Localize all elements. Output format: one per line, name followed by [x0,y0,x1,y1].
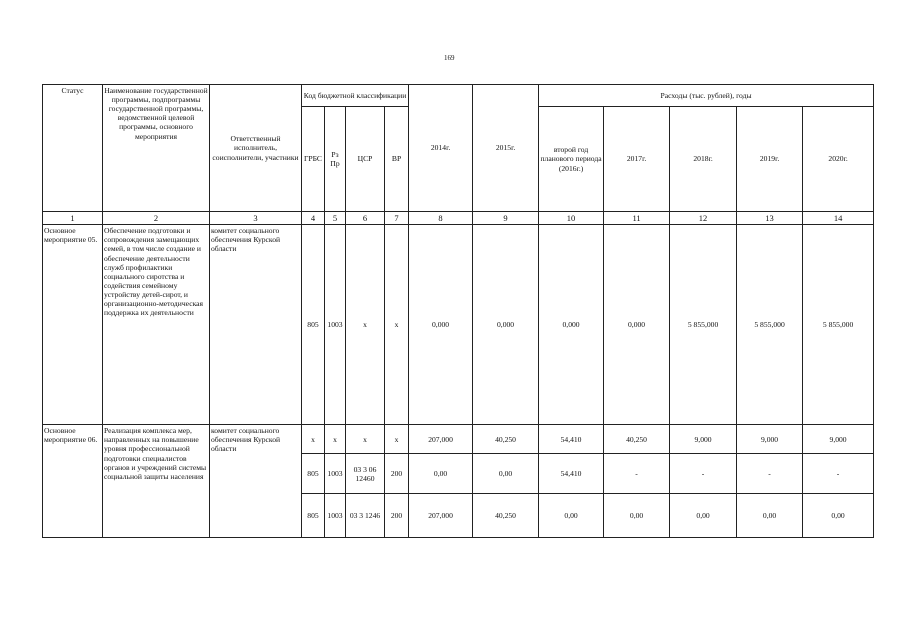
cell-2017: - [604,454,670,494]
page-number: 169 [444,54,455,62]
cell-2019: 5 855,000 [737,225,803,425]
cell-2020: 5 855,000 [803,225,874,425]
column-number: 5 [325,212,346,225]
cell-grbs: 805 [302,225,325,425]
cell-2018: 9,000 [670,425,737,454]
header-vr: ВР [385,107,409,212]
cell-2014: 0,00 [409,454,473,494]
row-responsible: комитет социального обеспечения Курской области [210,225,302,425]
column-number: 11 [604,212,670,225]
cell-2015: 40,250 [473,425,539,454]
cell-2014: 207,000 [409,425,473,454]
cell-csr: x [346,225,385,425]
cell-2016: 54,410 [539,454,604,494]
row-status: Основное мероприятие 05. [43,225,103,425]
cell-2017: 0,00 [604,494,670,538]
header-row-1 [43,85,874,107]
cell-2020: 9,000 [803,425,874,454]
cell-2017: 40,250 [604,425,670,454]
column-number: 1 [43,212,103,225]
cell-rzpr: 1003 [325,225,346,425]
cell-grbs: x [302,425,325,454]
cell-2016: 0,00 [539,494,604,538]
row-status: Основное мероприятие 06. [43,425,103,538]
header-2018: 2018г. [670,107,737,212]
header-2015: 2015г. [473,85,539,212]
column-number-row [43,212,874,225]
cell-2016: 54,410 [539,425,604,454]
column-number: 12 [670,212,737,225]
header-name: Наименование государственной программы, подпрограммы государственной программы, ведомственной целевой программы, основного мероприятия [103,85,210,212]
cell-grbs: 805 [302,494,325,538]
cell-2019: - [737,454,803,494]
column-number: 13 [737,212,803,225]
header-expenses: Расходы (тыс. рублей), годы [539,85,874,107]
column-number: 4 [302,212,325,225]
cell-vr: 200 [385,494,409,538]
cell-2018: 0,00 [670,494,737,538]
column-number: 3 [210,212,302,225]
header-2017: 2017г. [604,107,670,212]
cell-2018: 5 855,000 [670,225,737,425]
cell-csr: x [346,425,385,454]
table-row [43,425,874,454]
cell-csr: 03 3 06 12460 [346,454,385,494]
cell-2016: 0,000 [539,225,604,425]
cell-2014: 0,000 [409,225,473,425]
header-2016: второй год планового периода (2016г.) [539,107,604,212]
cell-2017: 0,000 [604,225,670,425]
cell-2015: 0,000 [473,225,539,425]
cell-2020: 0,00 [803,494,874,538]
row-responsible: комитет социального обеспечения Курской области [210,425,302,538]
header-2014: 2014г. [409,85,473,212]
header-2020: 2020г. [803,107,874,212]
header-grbs: ГРБС [302,107,325,212]
header-budget-code: Код бюджетной классификации [302,85,409,107]
cell-2018: - [670,454,737,494]
header-responsible: Ответственный исполнитель, соисполнители, участники [210,85,302,212]
cell-rzpr: x [325,425,346,454]
table-row [43,225,874,425]
cell-vr: x [385,225,409,425]
row-name: Реализация комплекса мер, направленных на повышение уровня профессиональной подготовки специалистов органов и учреждений системы социальной защиты населения [103,425,210,538]
column-number: 14 [803,212,874,225]
column-number: 2 [103,212,210,225]
header-status: Статус [43,85,103,212]
cell-rzpr: 1003 [325,454,346,494]
cell-rzpr: 1003 [325,494,346,538]
column-number: 10 [539,212,604,225]
header-2019: 2019г. [737,107,803,212]
header-rzpr: Рз Пр [325,107,346,212]
column-number: 6 [346,212,385,225]
cell-2020: - [803,454,874,494]
cell-vr: 200 [385,454,409,494]
column-number: 8 [409,212,473,225]
cell-2019: 0,00 [737,494,803,538]
cell-csr: 03 3 1246 [346,494,385,538]
cell-2019: 9,000 [737,425,803,454]
row-name: Обеспечение подготовки и сопровождения замещающих семей, в том числе создание и обеспечение деятельности служб профилактики социального сиротства и содействия семейному устройству детей-сирот, и организационно-методическая поддержка их деятельности [103,225,210,425]
budget-table [42,84,874,538]
cell-grbs: 805 [302,454,325,494]
cell-2015: 0,00 [473,454,539,494]
column-number: 9 [473,212,539,225]
cell-vr: x [385,425,409,454]
column-number: 7 [385,212,409,225]
cell-2014: 207,000 [409,494,473,538]
header-csr: ЦСР [346,107,385,212]
cell-2015: 40,250 [473,494,539,538]
